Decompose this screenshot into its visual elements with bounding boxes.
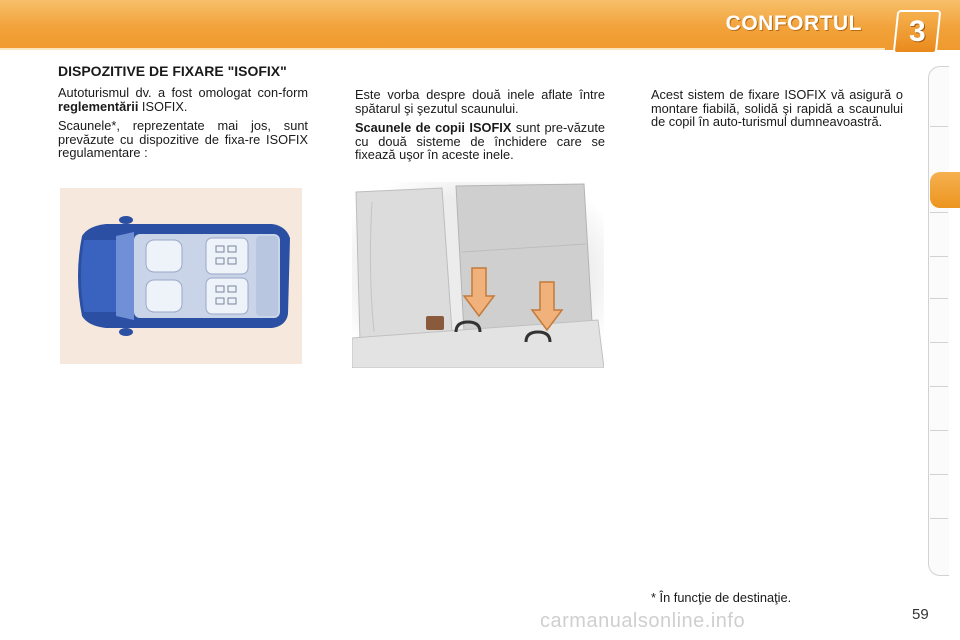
- tab-divider: [930, 126, 948, 127]
- footnote: * În funcţie de destinaţie.: [651, 590, 792, 605]
- chapter-number-badge: [893, 10, 942, 54]
- tab-divider: [930, 386, 948, 387]
- seat-isofix-rings-illustration: [352, 182, 604, 368]
- paragraph-homologation: Autoturismul dv. a fost omologat con-form reglementării ISOFIX.: [58, 85, 308, 114]
- paragraph-benefits: Acest sistem de fixare ISOFIX vă asigură o montare fiabilă, solidă şi rapidă a scaunului de copil în auto-turismul dumneavoastră.: [651, 87, 903, 129]
- chapter-tab-active[interactable]: [930, 172, 960, 208]
- column-2: [355, 88, 605, 168]
- tab-divider: [930, 474, 948, 475]
- chapter-tabs: [928, 66, 949, 576]
- car-top-view-illustration: [60, 188, 302, 364]
- tab-divider: [930, 342, 948, 343]
- tab-divider: [930, 430, 948, 431]
- page-number: 59: [912, 606, 929, 623]
- tab-divider: [930, 518, 948, 519]
- paragraph-rings: Este vorba despre două inele aflate între spătarul şi şezutul scaunului.: [355, 87, 605, 116]
- chapter-number: 3: [908, 15, 926, 48]
- chapter-title: CONFORTUL: [725, 12, 862, 35]
- tab-divider: [930, 212, 948, 213]
- section-heading: DISPOZITIVE DE FIXARE "ISOFIX": [58, 63, 287, 79]
- paragraph-seats: Scaunele*, reprezentate mai jos, sunt prevăzute cu dispozitive de fixa-re ISOFIX regulamentare :: [58, 118, 308, 160]
- column-1: [58, 64, 308, 166]
- tab-divider: [930, 298, 948, 299]
- column-3: [651, 88, 903, 135]
- paragraph-child-seats: Scaunele de copii ISOFIX sunt pre-văzute cu două sisteme de închidere care se fixează uşor în aceste inele.: [355, 120, 605, 162]
- watermark: carmanualsonline.info: [540, 610, 746, 632]
- tab-divider: [930, 256, 948, 257]
- header-divider: [0, 48, 885, 50]
